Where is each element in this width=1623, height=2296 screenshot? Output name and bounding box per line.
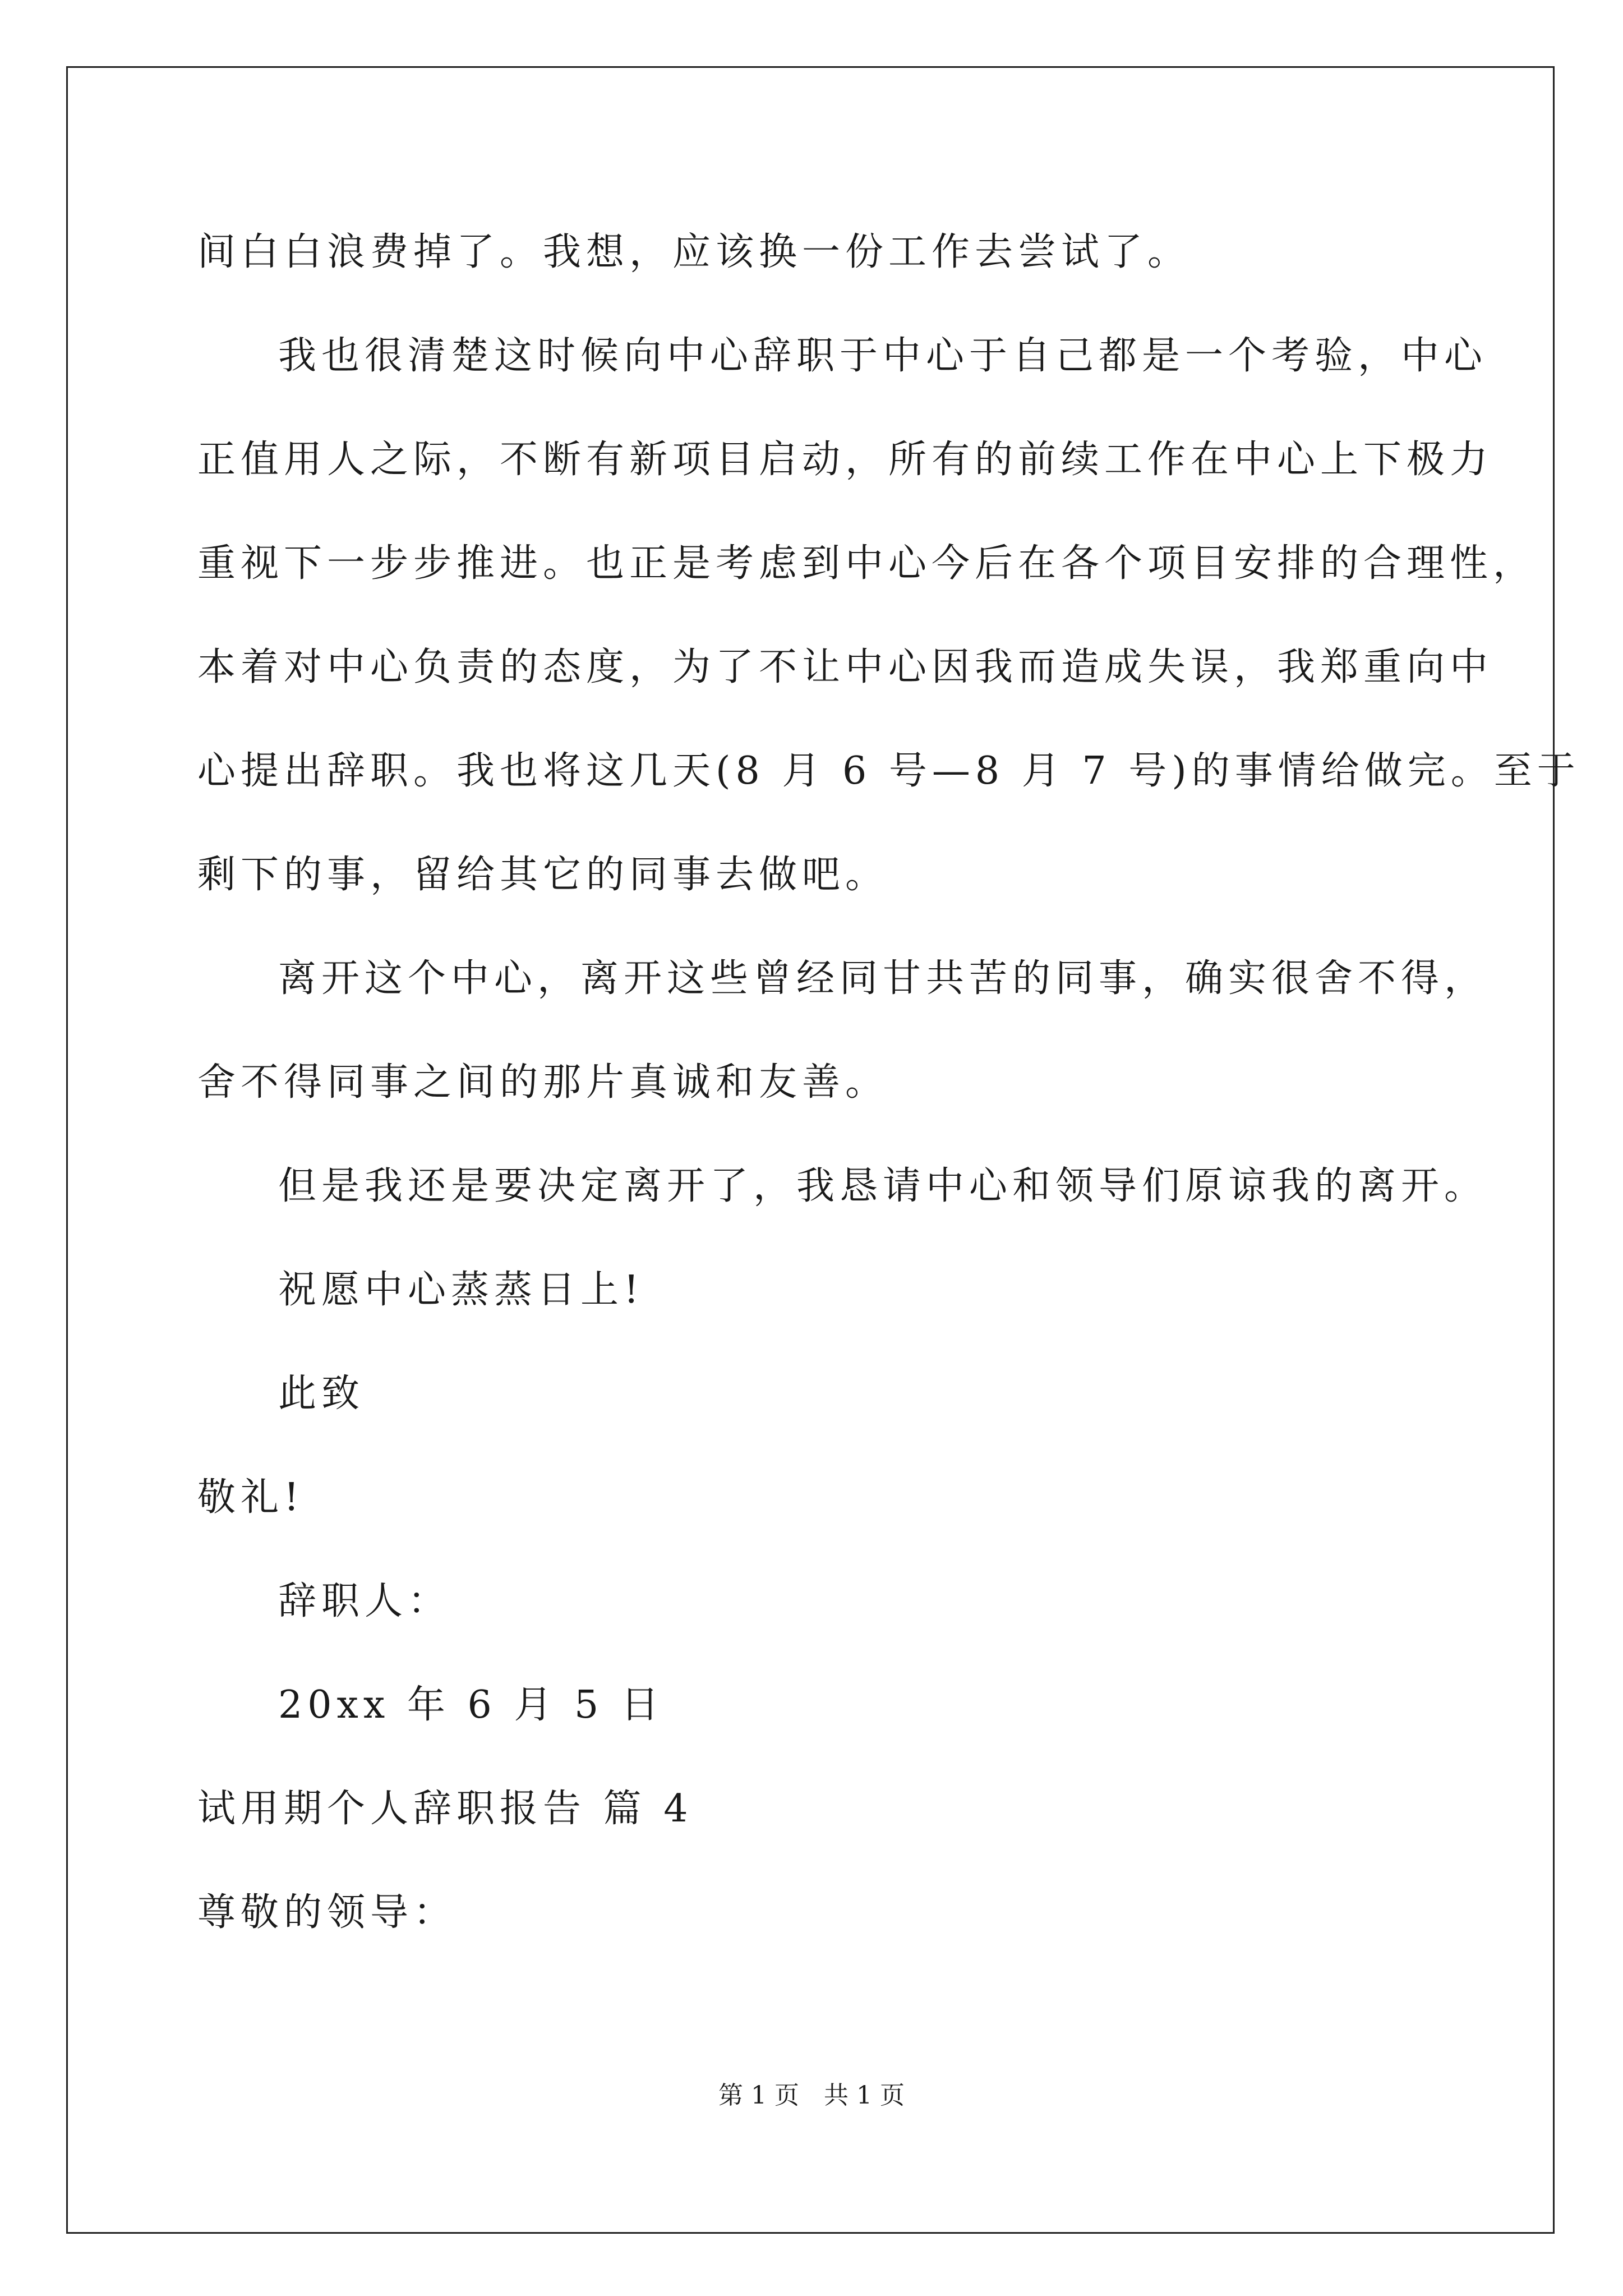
- greeting-line: 尊敬的领导：: [197, 1890, 457, 1935]
- body-line: 正值用人之际，不断有新项目启动，所有的前续工作在中心上下极力: [197, 438, 1493, 482]
- salutation-line: 敬礼!: [197, 1475, 305, 1520]
- closing-wish: 祝愿中心蒸蒸日上!: [278, 1268, 644, 1312]
- body-line: 舍不得同事之间的那片真诚和友善。: [197, 1060, 889, 1105]
- body-line: 重视下一步步推进。也正是考虑到中心今后在各个项目安排的合理性，: [197, 541, 1537, 586]
- body-line: 心提出辞职。我也将这几天(8 月 6 号—8 月 7 号)的事情给做完。至于: [197, 749, 1580, 793]
- page-footer: 第 1 页 共 1 页: [718, 2081, 905, 2110]
- paragraph-line: 我也很清楚这时候向中心辞职于中心于自己都是一个考验，中心: [278, 334, 1488, 378]
- paragraph-line: 离开这个中心，离开这些曾经同甘共苦的同事，确实很舍不得，: [278, 956, 1488, 1001]
- signature-label: 辞职人：: [278, 1579, 451, 1623]
- salutation-line: 此致: [278, 1372, 365, 1416]
- body-line: 间白白浪费掉了。我想，应该换一份工作去尝试了。: [197, 230, 1191, 274]
- section-heading: 试用期个人辞职报告 篇 4: [197, 1787, 693, 1831]
- body-line: 剩下的事，留给其它的同事去做吧。: [197, 853, 889, 897]
- body-line: 本着对中心负责的态度，为了不让中心因我而造成失误，我郑重向中: [197, 645, 1493, 689]
- paragraph-line: 但是我还是要决定离开了，我恳请中心和领导们原谅我的离开。: [278, 1164, 1488, 1208]
- date-line: 20xx 年 6 月 5 日: [278, 1683, 664, 1727]
